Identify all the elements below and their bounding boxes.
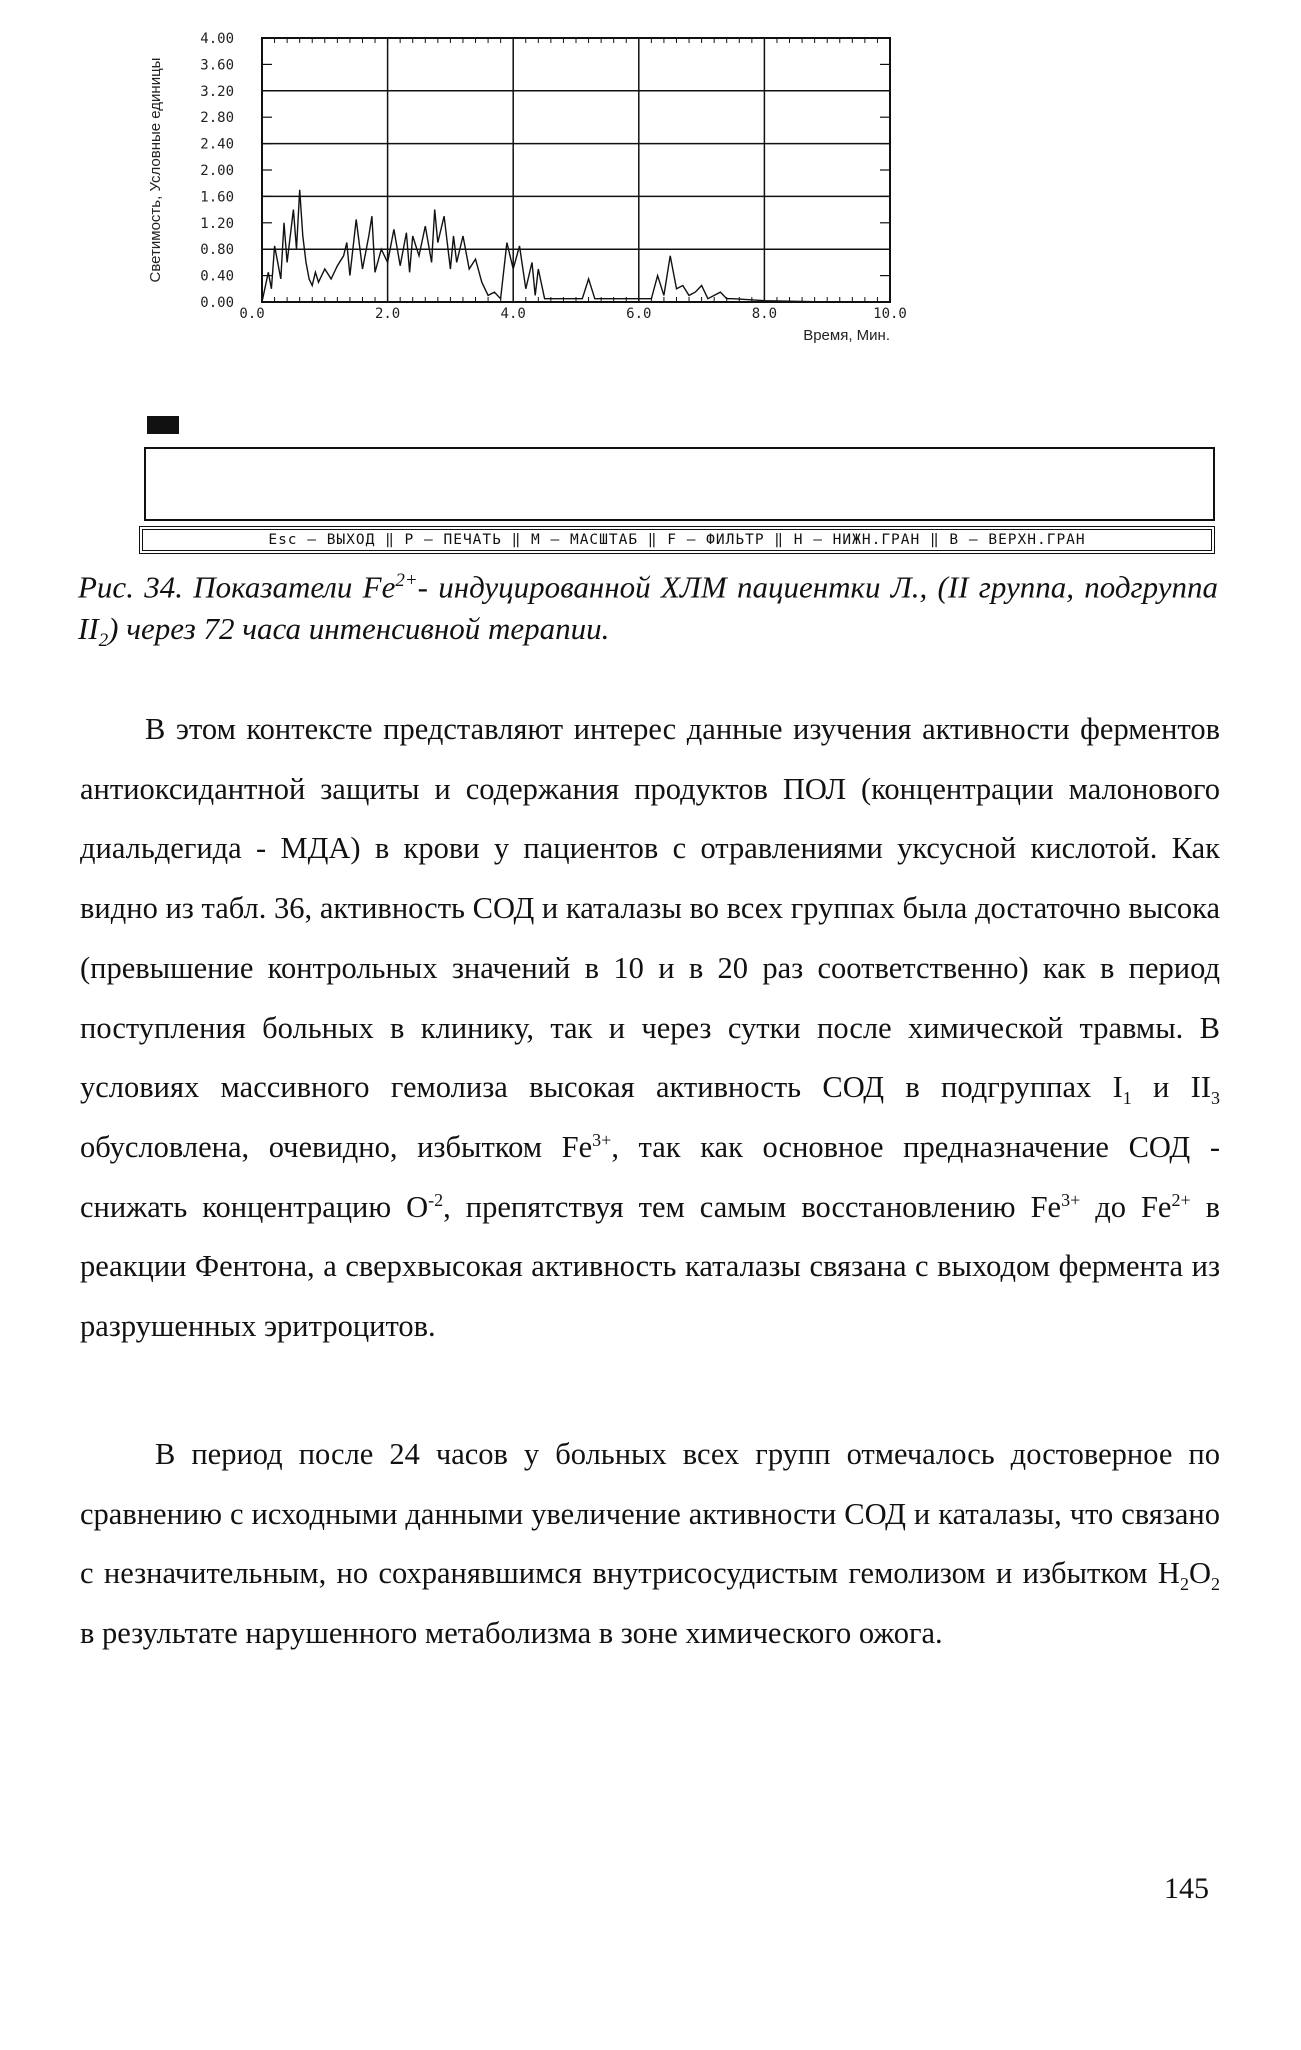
caption-sup: 2+ [395, 570, 418, 591]
p1-text-5: , препятствуя тем самым восстановлению Fe [443, 1189, 1062, 1224]
p1-text-4: , так как основное предназначение СОД - снижать концентрацию O [80, 1129, 1220, 1224]
plot-frame [262, 38, 890, 302]
x-tick-label: 8.0 [751, 306, 778, 322]
figure-caption [78, 560, 1218, 663]
p2-text-3: в результате нарушенного метаболизма в зоне химического ожога. [80, 1616, 943, 1651]
y-tick-label: 3.20 [200, 83, 234, 100]
y-tick-label: 2.40 [200, 136, 234, 153]
p1-sub-1: 1 [1122, 1088, 1132, 1109]
screen-marker-block [147, 416, 179, 434]
p1-text-7: в реакции Фентона, а сверхвысокая активность каталазы связана с выходом фермента из разрушенных эритроцитов. [80, 1189, 1221, 1344]
chemiluminescence-series-line [262, 190, 890, 302]
y-tick-label: 1.20 [200, 215, 234, 232]
page-number: 145 [1164, 1872, 1209, 1905]
x-tick-label: 2.0 [374, 306, 401, 322]
caption-prefix: Рис. 34. Показатели Fe [78, 569, 396, 605]
caption-suffix: ) через 72 часа интенсивной терапии. [108, 611, 610, 647]
y-tick-label: 0.40 [200, 268, 234, 285]
p1-text-3: обусловлена, очевидно, избытком Fe [80, 1129, 593, 1164]
p1-text-6: до Fe [1080, 1189, 1172, 1224]
y-axis-title: Светимость, Условные единицы [147, 57, 164, 283]
p2-text-1: В период после 24 часов у больных всех групп отмечалось достоверное по сравнению с исходными данными увеличение активности СОД и каталазы, что связано с незначительным, но сохранявшимся внутрисосудистым гемолизом и избытком H [80, 1437, 1220, 1591]
p2-sub-1: 2 [1179, 1574, 1189, 1595]
caption-sub: 2 [98, 630, 109, 652]
caption-middle: - индуцированной ХЛМ пациентки Л., (II группа, подгруппа II [78, 569, 1218, 647]
p1-sup-2: -2 [428, 1189, 444, 1210]
p1-sub-2: 3 [1210, 1088, 1220, 1109]
x-tick-label: 10.0 [873, 306, 907, 322]
screen-status-box [144, 447, 1215, 521]
y-tick-label: 4.00 [200, 31, 234, 47]
p2-sub-2: 2 [1211, 1574, 1220, 1595]
y-tick-label: 1.60 [200, 189, 234, 206]
p1-sup-1: 3+ [592, 1129, 612, 1150]
paragraph-1 [80, 700, 1220, 1357]
x-tick-label: 0.0 [239, 306, 265, 322]
y-tick-label: 2.80 [200, 110, 234, 127]
p1-text-2: и II [1131, 1070, 1211, 1105]
y-tick-label: 0.80 [200, 242, 234, 259]
p1-sup-3: 3+ [1061, 1189, 1081, 1210]
x-axis-title: Время, Мин. [803, 327, 890, 344]
chart-svg [140, 30, 1220, 450]
x-tick-label: 6.0 [626, 306, 652, 322]
y-tick-label: 0.00 [200, 295, 234, 311]
function-key-menu-bar: Esc – ВЫХОД ‖ P – ПЕЧАТЬ ‖ M – МАСШТАБ ‖ F – ФИЛЬТР ‖ H – НИЖН.ГРАН ‖ B – ВЕРХН.ГРАН [139, 526, 1215, 554]
y-tick-label: 3.60 [200, 57, 234, 74]
y-tick-label: 2.00 [200, 163, 234, 179]
paragraph-2 [80, 1425, 1220, 1664]
p1-sup-4: 2+ [1171, 1189, 1191, 1210]
chemiluminescence-chart [140, 30, 1220, 450]
p1-text-1: В этом контексте представляют интерес данные изучения активности ферментов антиоксидантной защиты и содержания продуктов ПОЛ (концентрации малонового диальдегида - МДА) в крови у пациентов с отравлениями уксусной кислотой. Как видно из табл. 36, активность СОД и каталазы во всех группах была достаточно высока (превышение контрольных значений в 10 и в 20 раз соответственно) как в период поступления больных в клинику, так и через сутки после химической травмы. В условиях массивного гемолиза высокая активность СОД в подгруппах I [80, 712, 1220, 1105]
x-tick-label: 4.0 [500, 306, 526, 322]
p2-text-2: O [1188, 1556, 1211, 1591]
